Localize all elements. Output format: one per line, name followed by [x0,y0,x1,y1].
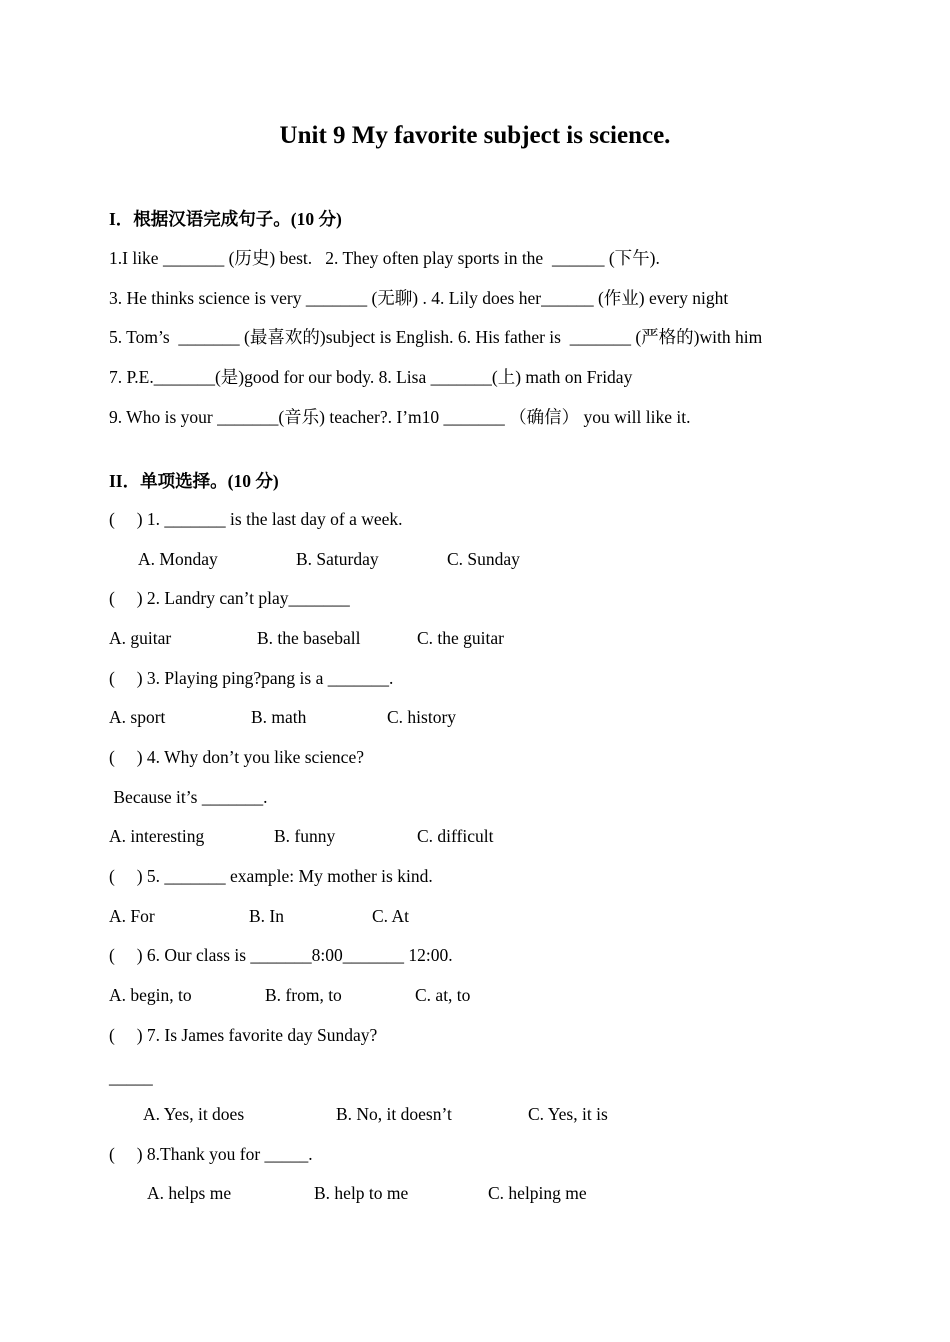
option-c: C. history [387,707,457,727]
option-c: C. helping me [488,1183,587,1203]
answer-blank: _____ [109,1067,153,1087]
option-a: A. guitar [109,628,172,648]
sentence-line: 3. He thinks science is very _______ (无聊) . 4. Lily does her______ (作业) every night [109,288,729,308]
sentence-line: 9. Who is your _______(音乐) teacher?. I’m10 _______ （确信） you will like it. [109,407,691,427]
section-1-heading: I．根据汉语完成句子。(10 分) [109,209,342,229]
sentence-line: 5. Tom’s _______ (最喜欢的)subject is English. 6. His father is _______ (严格的)with him [109,327,763,347]
option-c: C. the guitar [417,628,504,648]
sentence-line: 1.I like _______ (历史) best. 2. They often play sports in the ______ (下午). [109,248,660,268]
question-stem: ( ) 6. Our class is _______8:00_______ 12:00. [109,945,453,965]
option-c: C. Sunday [447,549,520,569]
section-2-heading: II．单项选择。(10 分) [109,471,279,491]
option-b: B. the baseball [257,628,361,648]
option-c: C. Yes, it is [528,1104,608,1124]
option-b: B. Saturday [296,549,379,569]
option-b: B. No, it doesn’t [336,1104,452,1124]
option-a: A. Monday [138,549,218,569]
question-stem-continued: Because it’s _______. [109,787,268,807]
option-c: C. At [372,906,409,926]
question-stem: ( ) 7. Is James favorite day Sunday? [109,1025,378,1045]
question-stem: ( ) 1. _______ is the last day of a week. [109,509,403,529]
option-b: B. In [249,906,284,926]
option-a: A. sport [109,707,166,727]
question-stem: ( ) 8.Thank you for _____. [109,1144,313,1164]
option-a: A. interesting [109,826,205,846]
option-b: B. help to me [314,1183,409,1203]
option-a: A. Yes, it does [143,1104,245,1124]
option-a: A. begin, to [109,985,192,1005]
option-a: A. helps me [147,1183,232,1203]
question-stem: ( ) 5. _______ example: My mother is kind. [109,866,433,886]
option-c: C. at, to [415,985,471,1005]
option-b: B. from, to [265,985,342,1005]
option-a: A. For [109,906,155,926]
sentence-line: 7. P.E._______(是)good for our body. 8. Lisa _______(上) math on Friday [109,367,633,387]
option-b: B. funny [274,826,336,846]
option-c: C. difficult [417,826,494,846]
option-b: B. math [251,707,307,727]
page-title: Unit 9 My favorite subject is science. [279,122,671,149]
question-stem: ( ) 2. Landry can’t play_______ [109,588,350,608]
question-stem: ( ) 4. Why don’t you like science? [109,747,364,767]
question-stem: ( ) 3. Playing ping?pang is a _______. [109,668,394,688]
